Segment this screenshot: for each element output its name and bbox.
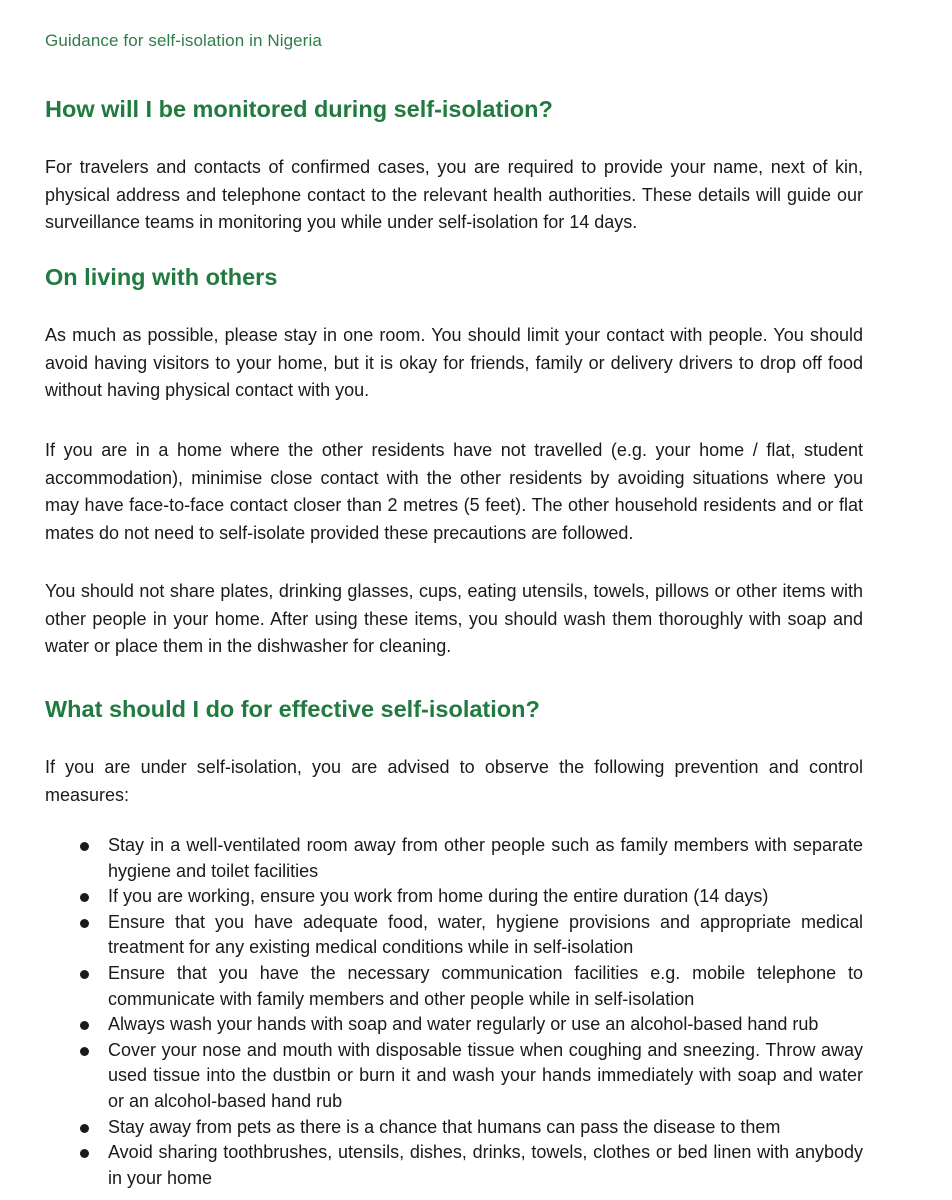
heading-effective-self-isolation: What should I do for effective self-isolation? <box>45 696 540 722</box>
list-item-text: Stay away from pets as there is a chance that humans can pass the disease to them <box>108 1116 781 1137</box>
bullet-icon <box>80 970 89 979</box>
paragraph-monitoring: For travelers and contacts of confirmed cases, you are required to provide your name, next of kin, physical address and telephone contact to the relevant health authorities. These details will guide our surveillance teams in monitoring you while under self-isolation for 14 days. <box>45 157 863 232</box>
list-item <box>45 1115 863 1141</box>
list-item-text: Stay in a well-ventilated room away from other people such as family members with separate hygiene and toilet facilities <box>108 835 863 881</box>
bullet-icon <box>80 1124 89 1133</box>
paragraph-living-3: You should not share plates, drinking glasses, cups, eating utensils, towels, pillows or other items with other people in your home. After using these items, you should wash them thoroughly with soap and water or place them in the dishwasher for cleaning. <box>45 581 863 656</box>
bullet-icon <box>80 919 89 928</box>
bullet-icon <box>80 1149 89 1158</box>
heading-monitoring: How will I be monitored during self-isolation? <box>45 96 553 122</box>
running-header: Guidance for self-isolation in Nigeria <box>45 31 322 50</box>
list-item-text: Always wash your hands with soap and water regularly or use an alcohol-based hand rub <box>108 1014 819 1035</box>
list-item <box>45 1038 863 1115</box>
list-item <box>45 884 863 910</box>
measures-list <box>45 833 863 1191</box>
paragraph-living-1: As much as possible, please stay in one room. You should limit your contact with people. You should avoid having visitors to your home, but it is okay for friends, family or delivery drivers to drop off food without having physical contact with you. <box>45 325 863 400</box>
list-item <box>45 1140 863 1191</box>
bullet-icon <box>80 1021 89 1030</box>
paragraph-effective-intro: If you are under self-isolation, you are advised to observe the following prevention and control measures: <box>45 757 863 805</box>
bullet-icon <box>80 842 89 851</box>
paragraph-living-2: If you are in a home where the other residents have not travelled (e.g. your home / flat, student accommodation), minimise close contact with the other residents by avoiding situations where you may have face-to-face contact closer than 2 metres (5 feet). The other household residents and or flat mates do not need to self-isolate provided these precautions are followed. <box>45 440 863 543</box>
list-item <box>45 910 863 961</box>
list-item <box>45 833 863 884</box>
bullet-icon <box>80 893 89 902</box>
list-item-text: Cover your nose and mouth with disposable tissue when coughing and sneezing. Throw away used tissue into the dustbin or burn it and wash your hands immediately with soap and water or an alcohol-based hand rub <box>108 1039 863 1111</box>
list-item <box>45 1012 863 1038</box>
list-item-text: Avoid sharing toothbrushes, utensils, dishes, drinks, towels, clothes or bed linen with anybody in your home <box>108 1142 863 1188</box>
list-item-text: Ensure that you have adequate food, water, hygiene provisions and appropriate medical treatment for any existing medical conditions while in self-isolation <box>108 911 863 958</box>
list-item-text: If you are working, ensure you work from home during the entire duration (14 days) <box>108 886 769 907</box>
list-item <box>45 961 863 1012</box>
bullet-icon <box>80 1047 89 1056</box>
heading-living-with-others: On living with others <box>45 264 278 290</box>
list-item-text: Ensure that you have the necessary communication facilities e.g. mobile telephone to communicate with family members and other people while in self-isolation <box>108 962 863 1009</box>
